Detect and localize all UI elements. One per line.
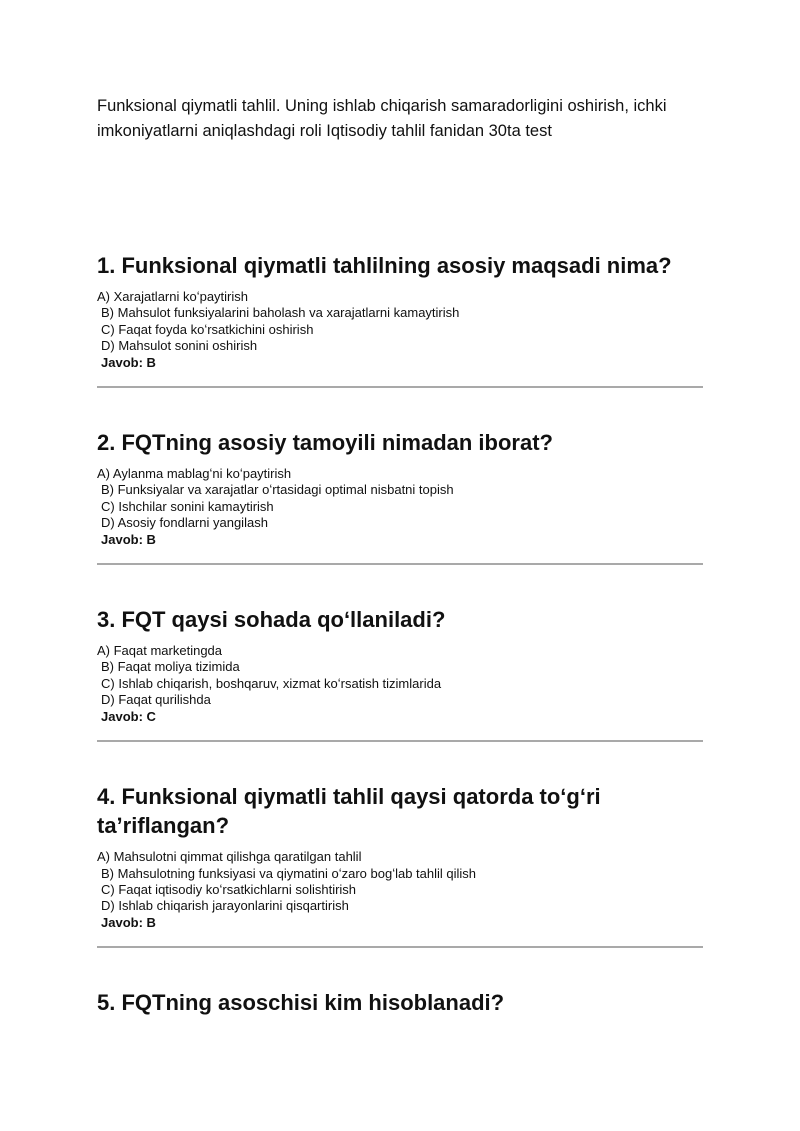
option-d: D) Mahsulot sonini oshirish (101, 338, 258, 354)
option-c: C) Ishchilar sonini kamaytirish (101, 498, 274, 514)
divider (97, 740, 703, 742)
intro-paragraph: Funksional qiymatli tahlil. Uning ishlab chiqarish samaradorligini oshirish, ichki imkoniyatlarni aniqlashdagi roli Iqtisodiy tahlil fanidan 30ta test (97, 97, 667, 140)
options-list (97, 643, 703, 725)
options-list (97, 289, 703, 371)
option-c: C) Faqat iqtisodiy koʻrsatkichlarni solishtirish (101, 881, 357, 897)
question-title: 1. Funksional qiymatli tahlilning asosiy maqsadi nima? (97, 253, 672, 278)
answer-key: Javob: B (101, 531, 156, 547)
option-a: A) Faqat marketingda (97, 643, 223, 659)
question-4 (97, 782, 703, 948)
question-3 (97, 605, 703, 742)
question-2 (97, 428, 703, 565)
option-d: D) Faqat qurilishda (101, 692, 211, 708)
option-c: C) Faqat foyda koʻrsatkichini oshirish (101, 321, 314, 337)
option-a: A) Xarajatlarni koʻpaytirish (97, 289, 249, 304)
option-b: B) Faqat moliya tizimida (101, 659, 240, 675)
option-a: A) Aylanma mablagʻni koʻpaytirish (97, 466, 292, 482)
option-a: A) Mahsulotni qimmat qilishga qaratilgan tahlil (97, 849, 362, 865)
question-1 (97, 251, 703, 388)
answer-key: Javob: C (101, 708, 156, 724)
option-c: C) Ishlab chiqarish, boshqaruv, xizmat koʻrsatish tizimlarida (101, 675, 442, 691)
option-b: B) Funksiyalar va xarajatlar oʻrtasidagi optimal nisbatni topish (101, 482, 454, 498)
option-d: D) Asosiy fondlarni yangilash (101, 515, 268, 531)
option-b: B) Mahsulotning funksiyasi va qiymatini oʻzaro bogʻlab tahlil qilish (101, 865, 477, 881)
question-title: 5. FQTning asoschisi kim hisoblanadi? (97, 990, 505, 1016)
divider (97, 563, 703, 565)
question-title: 2. FQTning asosiy tamoyili nimadan iborat? (97, 430, 553, 456)
question-title: 4. Funksional qiymatli tahlil qaysi qatorda toʻgʻri taʼriflangan? (97, 784, 601, 839)
option-b: B) Mahsulot funksiyalarini baholash va xarajatlarni kamaytirish (101, 305, 460, 321)
answer-key: Javob: B (101, 354, 156, 370)
document-page (97, 94, 703, 1026)
options-list (97, 466, 703, 548)
divider (97, 386, 703, 388)
question-5 (97, 988, 703, 1017)
answer-key: Javob: B (101, 914, 156, 930)
question-title: 3. FQT qaysi sohada qoʻllaniladi? (97, 607, 446, 633)
option-d: D) Ishlab chiqarish jarayonlarini qisqartirish (101, 898, 349, 914)
divider (97, 946, 703, 948)
options-list (97, 849, 703, 931)
